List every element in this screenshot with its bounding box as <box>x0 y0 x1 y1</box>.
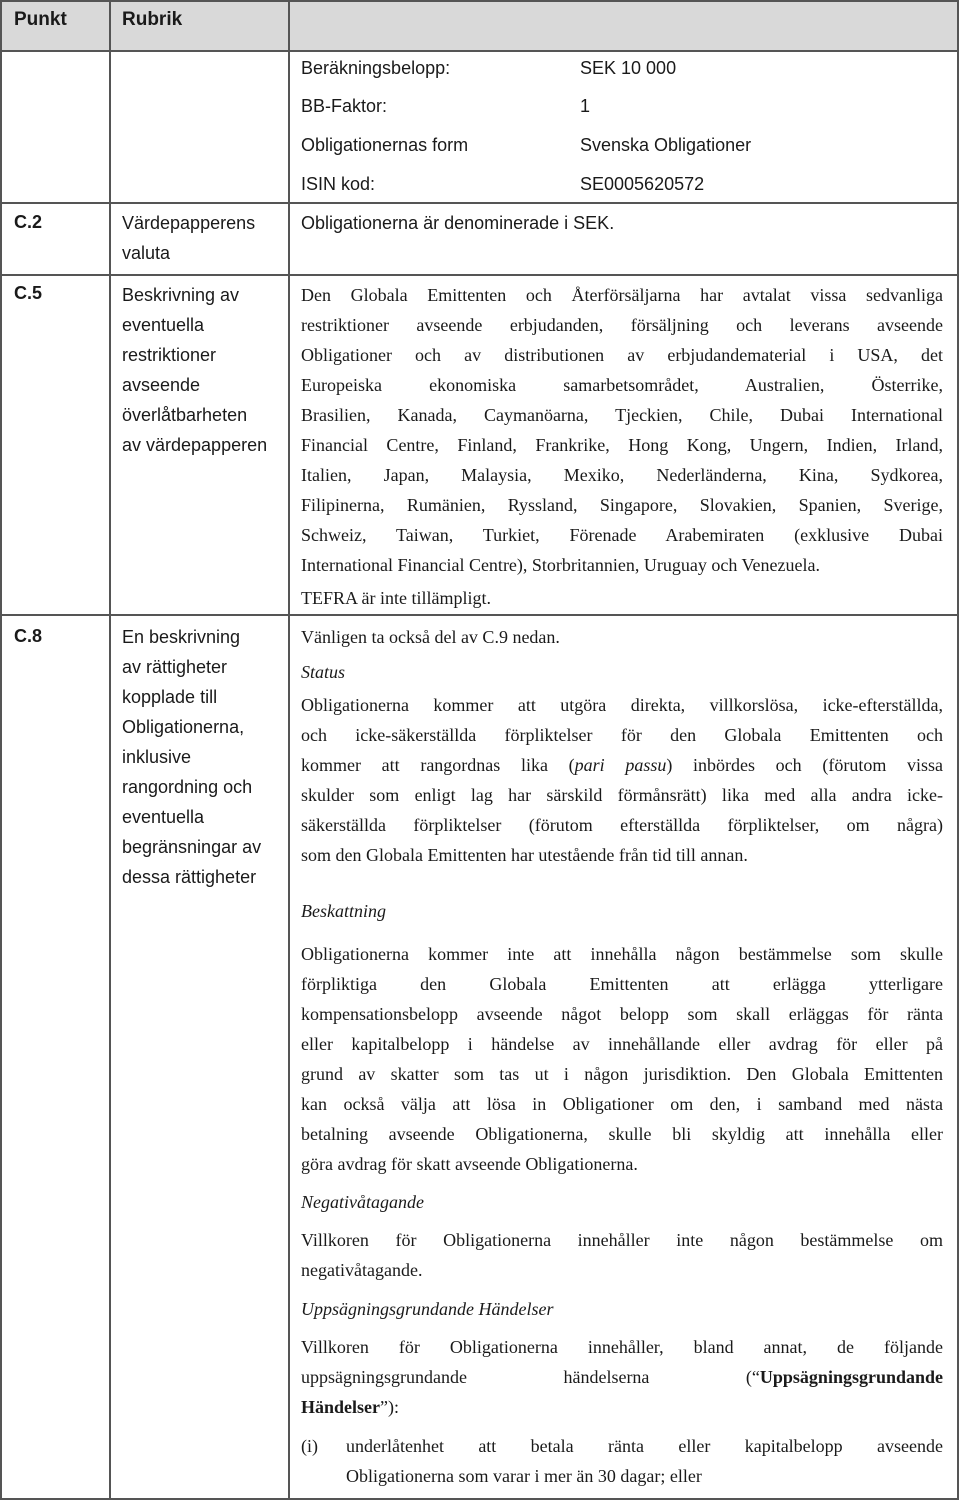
rubrik-line: begränsningar av <box>122 837 262 857</box>
text-span: ) inbördes och (förutom vissa <box>666 755 944 775</box>
rubrik-line: Obligationerna, <box>122 717 245 737</box>
text-line: kompensationsbelopp avseende något belopp som skall erläggas för ränta <box>301 1004 943 1024</box>
status-heading: Status <box>301 662 346 682</box>
text-line: Italien, Japan, Malaysia, Mexiko, Nederländerna, Kina, Sydkorea, <box>301 465 943 485</box>
negative-pledge-heading: Negativåtagande <box>301 1192 424 1212</box>
rubrik-line: av värdepapperen <box>122 435 268 455</box>
list-item <box>346 1431 943 1491</box>
row-rubrik-c8 <box>122 622 282 892</box>
text-line: skulder som enligt lag har särskild förmånsrätt) lika med alla andra icke- <box>301 785 943 805</box>
rubrik-line: eventuella <box>122 315 205 335</box>
kv-value: Svenska Obligationer <box>580 135 752 155</box>
row-divider-c2 <box>0 202 959 204</box>
table-border-left <box>0 0 2 1500</box>
text-line: som den Globala Emittenten har utestående från tid till annan. <box>301 845 748 865</box>
row-code-c8: C.8 <box>14 626 43 646</box>
text-span: kommer att rangordnas lika ( <box>301 755 575 775</box>
row-rubrik-c5 <box>122 280 282 460</box>
list-item-marker: (i) <box>301 1436 318 1456</box>
c5-tefra: TEFRA är inte tillämpligt. <box>301 588 491 608</box>
tax-heading: Beskattning <box>301 901 386 921</box>
header-rubrik: Rubrik <box>122 9 183 30</box>
kv-label: Beräkningsbelopp: <box>301 58 451 78</box>
table-border-right <box>957 0 959 1500</box>
defined-term: Händelser <box>301 1397 380 1417</box>
text-line: Schweiz, Taiwan, Turkiet, Förenade Arabemiraten (exklusive Dubai <box>301 525 943 545</box>
text-span: uppsägningsgrundande händelserna (“ <box>301 1367 760 1387</box>
rubrik-line: valuta <box>122 243 171 263</box>
table-border-bottom <box>0 1498 959 1500</box>
text-line: Obligationer och av distributionen av erbjudandematerial i USA, det <box>301 345 943 365</box>
text-line: förpliktiga den Globala Emittenten att erlägga ytterligare <box>301 974 943 994</box>
row-divider-c5 <box>0 274 959 276</box>
rubrik-line: restriktioner <box>122 345 217 365</box>
text-line: Den Globala Emittenten och Återförsäljarna har avtalat vissa sedvanliga <box>301 285 943 305</box>
rubrik-line: Beskrivning av <box>122 285 240 305</box>
rubrik-line: inklusive <box>122 747 192 767</box>
text-line <box>301 1362 943 1392</box>
c5-restrictions-paragraph <box>301 280 943 580</box>
rubrik-line: En beskrivning <box>122 627 241 647</box>
text-line: betalning avseende Obligationerna, skulle bli skyldig att innehålla eller <box>301 1124 943 1144</box>
text-line: International Financial Centre), Storbritannien, Uruguay och Venezuela. <box>301 555 820 575</box>
header-punkt: Punkt <box>14 9 67 30</box>
tax-paragraph <box>301 939 943 1179</box>
kv-value: SEK 10 000 <box>580 58 677 78</box>
header-divider <box>0 50 959 52</box>
text-line: Obligationerna kommer att utgöra direkta, villkorslösa, icke-efterställda, <box>301 695 943 715</box>
text-line: underlåtenhet att betala ränta eller kapitalbelopp avseende <box>346 1436 943 1456</box>
text-span: ”): <box>380 1397 399 1417</box>
kv-label: Obligationernas form <box>301 135 469 155</box>
text-line <box>301 1392 943 1422</box>
text-line: grund av skatter som tas ut i någon jurisdiktion. Den Globala Emittenten <box>301 1064 943 1084</box>
text-line: och icke-säkerställda förpliktelser för den Globala Emittenten och <box>301 725 943 745</box>
rubrik-line: avseende <box>122 375 201 395</box>
kv-value: 1 <box>580 96 591 116</box>
text-line: Obligationerna kommer inte att innehålla någon bestämmelse som skulle <box>301 944 943 964</box>
kv-value: SE0005620572 <box>580 174 705 194</box>
column-divider-2 <box>288 0 290 1500</box>
rubrik-line: Värdepapperens <box>122 213 256 233</box>
row-rubrik-c2 <box>122 208 282 268</box>
pari-passu-term: pari passu <box>574 755 667 775</box>
events-of-default-paragraph <box>301 1332 943 1422</box>
text-line: restriktioner avseende erbjudanden, försäljning och leverans avseende <box>301 315 943 335</box>
row-code-c2: C.2 <box>14 212 43 232</box>
rubrik-line: dessa rättigheter <box>122 867 257 887</box>
text-line: Villkoren för Obligationerna innehåller, bland annat, de följande <box>301 1337 943 1357</box>
kv-label: ISIN kod: <box>301 174 376 194</box>
text-line: göra avdrag för skatt avseende Obligationerna. <box>301 1154 638 1174</box>
text-line: eller kapitalbelopp i händelse av innehållande eller avdrag för eller på <box>301 1034 943 1054</box>
rubrik-line: överlåtbarheten <box>122 405 248 425</box>
rubrik-line: kopplade till <box>122 687 218 707</box>
text-line: Financial Centre, Finland, Frankrike, Hong Kong, Ungern, Indien, Irland, <box>301 435 943 455</box>
text-line: Europeiska ekonomiska samarbetsområdet, Australien, Österrike, <box>301 375 943 395</box>
text-line: Obligationerna som varar i mer än 30 dagar; eller <box>346 1466 702 1486</box>
table-border-top <box>0 0 959 2</box>
defined-term: Uppsägningsgrundande <box>759 1367 943 1387</box>
negative-pledge-paragraph <box>301 1225 943 1285</box>
rubrik-line: rangordning och <box>122 777 253 797</box>
rubrik-line: eventuella <box>122 807 205 827</box>
status-paragraph <box>301 690 943 870</box>
text-line: Filipinerna, Rumänien, Ryssland, Singapore, Slovakien, Spanien, Sverige, <box>301 495 943 515</box>
text-line: Villkoren för Obligationerna innehåller inte någon bestämmelse om <box>301 1230 943 1250</box>
text-line <box>301 750 943 780</box>
text-line: kan också välja att lösa in Obligationer om den, i samband med nästa <box>301 1094 943 1114</box>
events-of-default-heading: Uppsägningsgrundande Händelser <box>301 1299 554 1319</box>
column-divider-1 <box>109 0 111 1500</box>
text-line: Brasilien, Kanada, Caymanöarna, Tjeckien, Chile, Dubai International <box>301 405 943 425</box>
rubrik-line: av rättigheter <box>122 657 228 677</box>
c8-see-also: Vänligen ta också del av C.9 nedan. <box>301 627 560 647</box>
c2-text: Obligationerna är denominerade i SEK. <box>301 213 615 233</box>
text-line: säkerställda förpliktelser (förutom efterställda förpliktelser, om några) <box>301 815 943 835</box>
row-divider-c8 <box>0 614 959 616</box>
text-line: negativåtagande. <box>301 1260 423 1280</box>
kv-label: BB-Faktor: <box>301 96 388 116</box>
row-code-c5: C.5 <box>14 283 43 303</box>
